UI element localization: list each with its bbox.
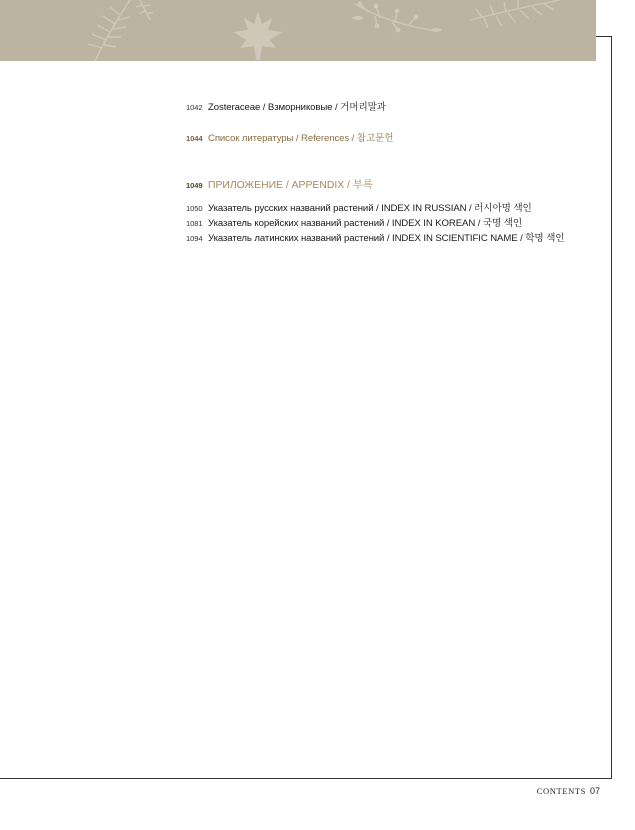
footer-page-number: 07 bbox=[589, 786, 600, 796]
botanical-pattern bbox=[0, 0, 596, 61]
toc-entry[interactable] bbox=[186, 99, 386, 113]
toc-page-number: 1049 bbox=[186, 181, 203, 190]
toc-entry[interactable] bbox=[186, 230, 564, 244]
toc-section-appendix[interactable] bbox=[186, 176, 373, 191]
frame-bottom-line bbox=[0, 778, 612, 779]
sprig-icon bbox=[136, 0, 153, 20]
toc-page-number: 1042 bbox=[186, 103, 203, 112]
toc-title: Список литературы / References / 참고문헌 bbox=[208, 133, 394, 144]
toc-title: Указатель латинских названий растений / INDEX IN SCIENTIFIC NAME / 학명 색인 bbox=[208, 233, 565, 244]
toc-title: Указатель русских названий растений / INDEX IN RUSSIAN / 러시아명 색인 bbox=[208, 203, 532, 214]
toc-entry[interactable] bbox=[186, 215, 522, 229]
toc-entry-references[interactable] bbox=[186, 130, 393, 144]
berry-branch-icon bbox=[352, 2, 442, 33]
toc-title: Zosteraceae / Взморниковые / 거머리말과 bbox=[208, 102, 386, 113]
fern-icon bbox=[470, 0, 560, 28]
header-banner bbox=[0, 0, 596, 61]
page-footer bbox=[520, 786, 600, 796]
toc-page-number: 1044 bbox=[186, 134, 203, 143]
toc-title: Указатель корейских названий растений / INDEX IN KOREAN / 국명 색인 bbox=[208, 218, 523, 229]
frame-top-tick bbox=[596, 36, 612, 37]
footer-label: CONTENTS bbox=[536, 786, 586, 796]
toc-entry[interactable] bbox=[186, 200, 532, 214]
toc-page-number: 1050 bbox=[186, 204, 203, 213]
toc-page-number: 1081 bbox=[186, 219, 203, 228]
toc-section-title: ПРИЛОЖЕНИЕ / APPENDIX / 부록 bbox=[208, 180, 373, 191]
fern-icon bbox=[88, 0, 130, 61]
frame-right-line bbox=[611, 36, 612, 779]
toc-page-number: 1094 bbox=[186, 234, 203, 243]
maple-leaf-icon bbox=[234, 12, 282, 60]
